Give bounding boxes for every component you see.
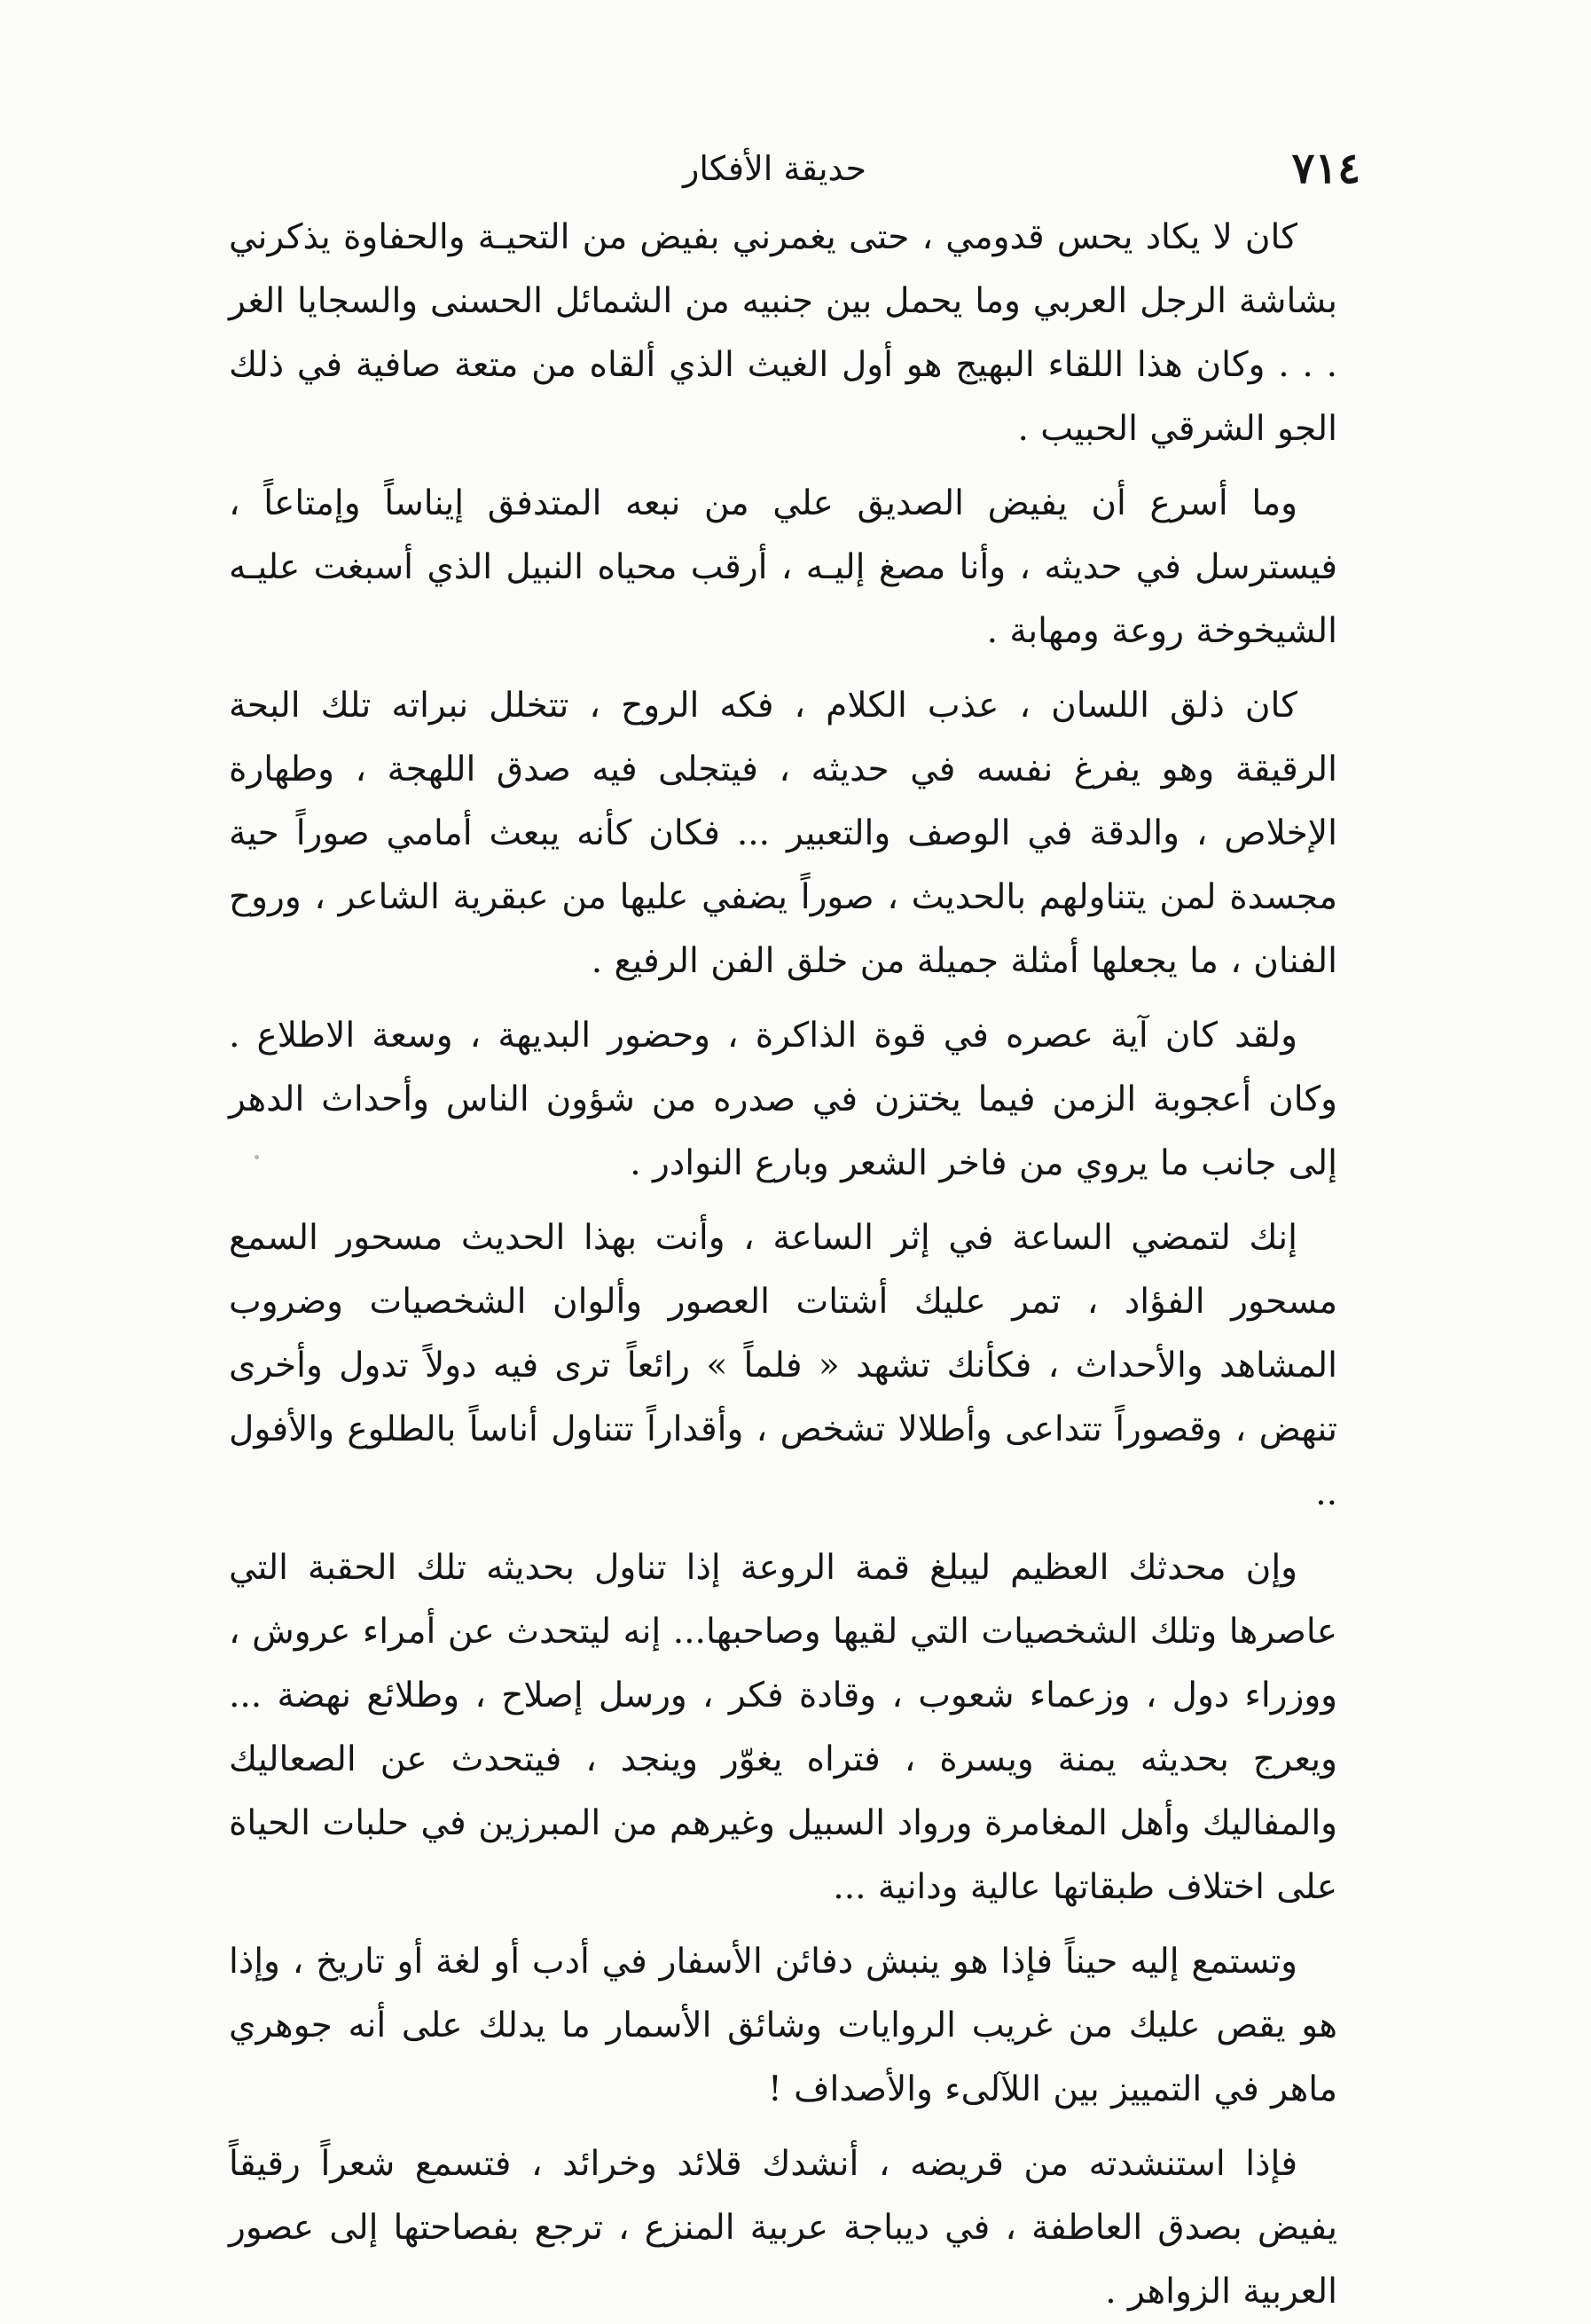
paragraph: كان ذلق اللسان ، عذب الكلام ، فكه الروح ، تتخلل نبراته تلك البحة الرقيقة وهو يفرغ نفسه في حديثه ، فيتجلى فيه صدق اللهجة ، وطهارة الإخلاص ، والدقة في الوصف والتعبير ... فكان كأنه يبعث أمامي صوراً حية مجسدة لمن يتناولهم بالحديث ، صوراً يضفي عليها من عبقرية الشاعر ، وروح الفنان ، ما يجعلها أمثلة جميلة من خلق الفن الرفيع .	[229, 686, 1337, 981]
paragraph: كان لا يكاد يحس قدومي ، حتى يغمرني بفيض من التحيـة والحفاوة يذكرني بشاشة الرجل العربي وما يحمل بين جنبيه من الشمائل الحسنى والسجايا الغر . . . وكان هذا اللقاء البهيج هو أول الغيث الذي ألقاه من متعة صافية في ذلك الجو الشرقي الحبيب .	[229, 217, 1337, 449]
paragraph: وإن محدثك العظيم ليبلغ قمة الروعة إذا تناول بحديثه تلك الحقبة التي عاصرها وتلك الشخصيات التي لقيها وصاحبها... إنه ليتحدث عن أمراء عروش ، ووزراء دول ، وزعماء شعوب ، وقادة فكر ، ورسل إصلاح ، وطلائع نهضة ... ويعرج بحديثه يمنة ويسرة ، فتراه يغوّر وينجد ، فيتحدث عن الصعاليك والمفاليك وأهل المغامرة ورواد السبيل وغيرهم من المبرزين في حلبات الحياة على اختلاف طبقاتها عالية ودانية ...	[229, 1548, 1337, 1907]
paragraph: إنك لتمضي الساعة في إثر الساعة ، وأنت بهذا الحديث مسحور السمع مسحور الفؤاد ، تمر عليك أشتات العصور وألوان الشخصيات وضروب المشاهد والأحداث ، فكأنك تشهد « فلماً » رائعاً ترى فيه دولاً تدول وأخرى تنهض ، وقصوراً تتداعى وأطلالا تشخص ، وأقداراً تتناول أناساً بالطلوع والأفول ..	[229, 1218, 1337, 1513]
paragraph: وتستمع إليه حيناً فإذا هو ينبش دفائن الأسفار في أدب أو لغة أو تاريخ ، وإذا هو يقص عليك من غريب الروايات وشائق الأسمار ما يدلك على أنه جوهري ماهر في التمييز بين اللآلىء والأصداف !	[229, 1942, 1337, 2109]
page-header	[222, 133, 1360, 204]
paragraph: وما أسرع أن يفيض الصديق علي من نبعه المتدفق إيناساً وإمتاعاً ، فيسترسل في حديثه ، وأنا مصغ إليـه ، أرقب محياه النبيل الذي أسبغت عليـه الشيخوخة روعة ومهابة .	[229, 483, 1337, 651]
scan-speck	[255, 1155, 259, 1159]
running-title: حديقة الأفكار	[683, 149, 866, 188]
body-text	[229, 206, 1337, 2312]
paragraph: فإذا استنشدته من قريضه ، أنشدك قلائد وخرائد ، فتسمع شعراً رقيقاً يفيض بصدق العاطفة ، في ديباجة عربية المنزع ، ترجع بفصاحتها إلى عصور العربية الزواهر .	[229, 2144, 1337, 2312]
paragraph: ولقد كان آية عصره في قوة الذاكرة ، وحضور البديهة ، وسعة الاطلاع . وكان أعجوبة الزمن فيما يختزن في صدره من شؤون الناس وأحداث الدهر إلى جانب ما يروي من فاخر الشعر وبارع النوادر .	[229, 1016, 1337, 1183]
page-number: ٧١٤	[1291, 144, 1360, 193]
